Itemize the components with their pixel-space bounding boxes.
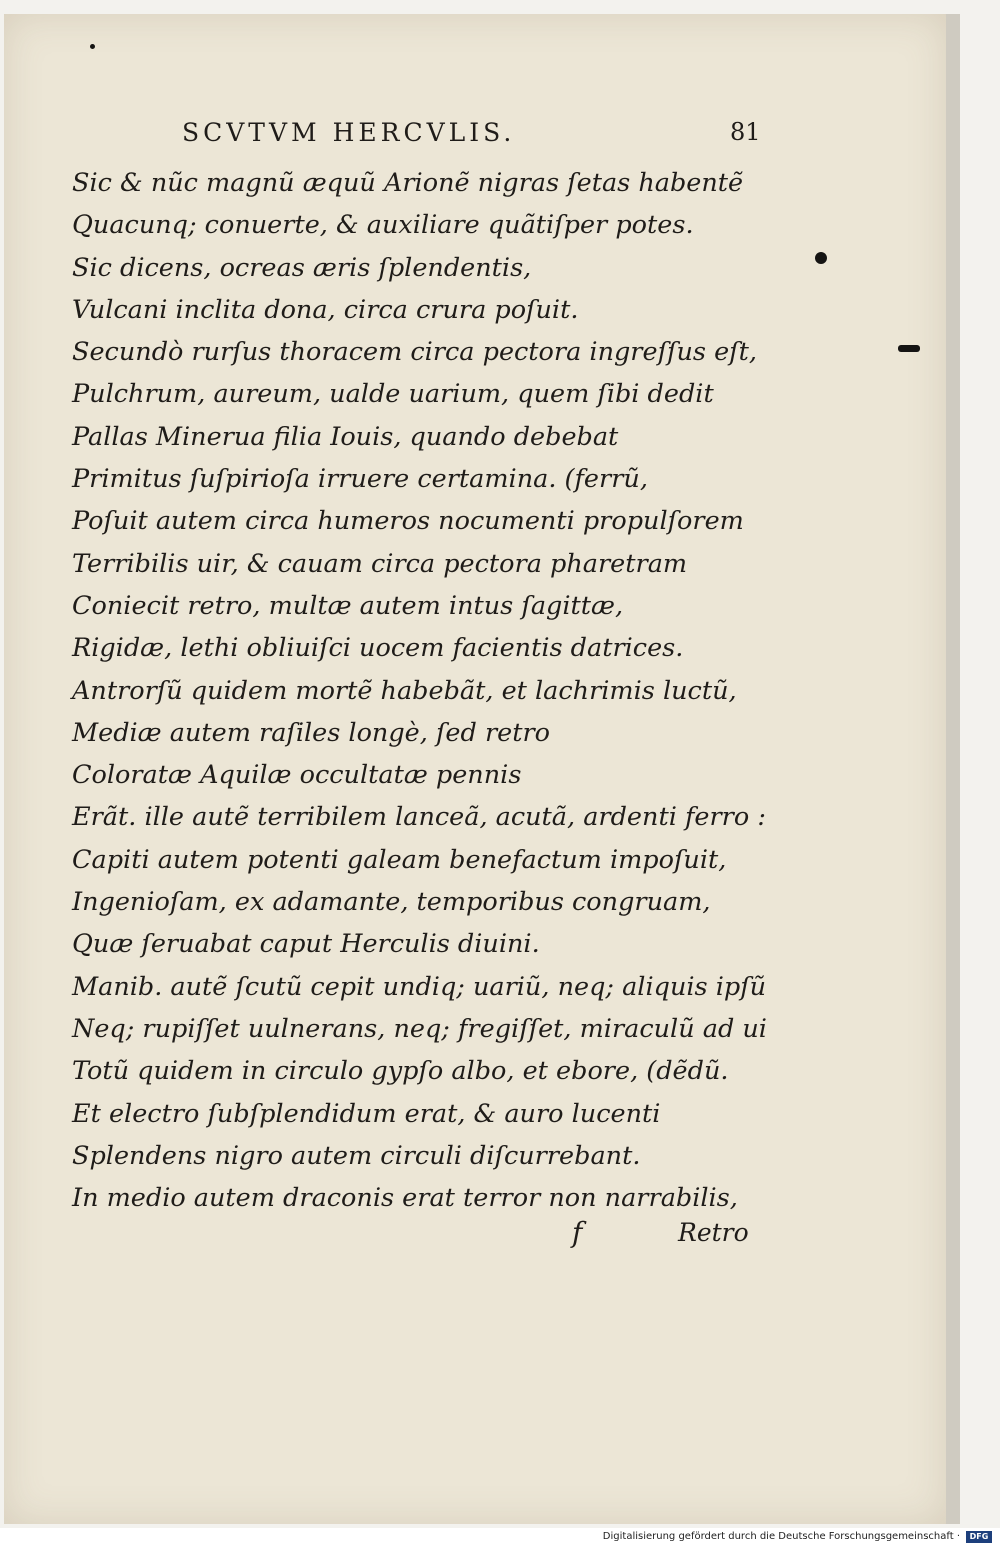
catchword: Retro	[678, 1218, 749, 1247]
footer-bar	[0, 1528, 1000, 1547]
verse-line: In medio autem draconis erat terror non narrabilis,	[72, 1183, 738, 1214]
verse-line: Primitus ſuſpirioſa irruere certamina. (ferrũ,	[72, 464, 648, 495]
page-number: 81	[730, 118, 761, 146]
signature-mark: f	[572, 1216, 583, 1249]
verse-line: Antrorſũ quidem mortẽ habebãt, et lachrimis luctũ,	[72, 675, 737, 706]
verse-line: Poſuit autem circa humeros nocumenti propulſorem	[72, 506, 744, 537]
verse-line: Pulchrum, aureum, ualde uarium, quem ſibi dedit	[72, 379, 714, 410]
dfg-logo-icon: DFG	[966, 1531, 992, 1543]
verse-line: Coniecit retro, multæ autem intus ſagittæ,	[72, 590, 624, 621]
verse-line: Pallas Minerua filia Iouis, quando debebat	[72, 421, 619, 452]
verse-line: Et electro ſubſplendidum erat, & auro lucenti	[72, 1098, 661, 1129]
verse-line: Vulcani inclita dona, circa crura poſuit.	[72, 294, 579, 325]
verse-line: Erãt. ille autẽ terribilem lanceã, acutã, ardenti ferro :	[72, 802, 766, 833]
verse-line: Totũ quidem in circulo gypſo albo, et ebore, (dẽdũ.	[72, 1056, 729, 1087]
verse-line: Sic & nũc magnũ æquũ Arionẽ nigras ſetas habentẽ	[72, 168, 744, 198]
verse-line: Quacunq; conuerte, & auxiliare quãtiſper potes.	[72, 210, 694, 241]
verse-line: Neq; rupiſſet uulnerans, neq; fregiſſet, miraculũ ad ui	[72, 1013, 767, 1044]
ink-speck	[90, 44, 95, 49]
verse-line: Rigidæ, lethi obliuiſci uocem facientis datrices.	[72, 633, 684, 664]
verse-line: Terribilis uir, & cauam circa pectora pharetram	[72, 548, 688, 579]
verse-line: Ingenioſam, ex adamante, temporibus congruam,	[72, 887, 711, 918]
verse-line: Coloratæ Aquilæ occultatæ pennis	[72, 760, 522, 791]
verse-line: Mediæ autem raſiles longè, ſed retro	[72, 717, 551, 748]
verse-line: Secundò rurſus thoracem circa pectora ingreſſus eſt,	[72, 337, 757, 368]
verse-block	[72, 162, 772, 1219]
margin-dash	[898, 345, 920, 352]
funding-note: Digitalisierung gefördert durch die Deutsche Forschungsgemeinschaft ·	[602, 1531, 960, 1542]
verse-line: Capiti autem potenti galeam benefactum impoſuit,	[72, 844, 727, 875]
margin-dot	[815, 252, 827, 264]
running-head: SCVTVM HERCVLIS.	[182, 118, 516, 147]
page-edge	[946, 14, 960, 1524]
verse-line: Quæ ſeruabat caput Herculis diuini.	[72, 929, 540, 960]
verse-line: Sic dicens, ocreas æris ſplendentis,	[72, 252, 532, 283]
verse-line: Manib. autẽ ſcutũ cepit undiq; uariũ, neq; aliquis ipſũ	[72, 971, 767, 1002]
verse-line: Splendens nigro autem circuli diſcurrebant.	[72, 1140, 641, 1171]
